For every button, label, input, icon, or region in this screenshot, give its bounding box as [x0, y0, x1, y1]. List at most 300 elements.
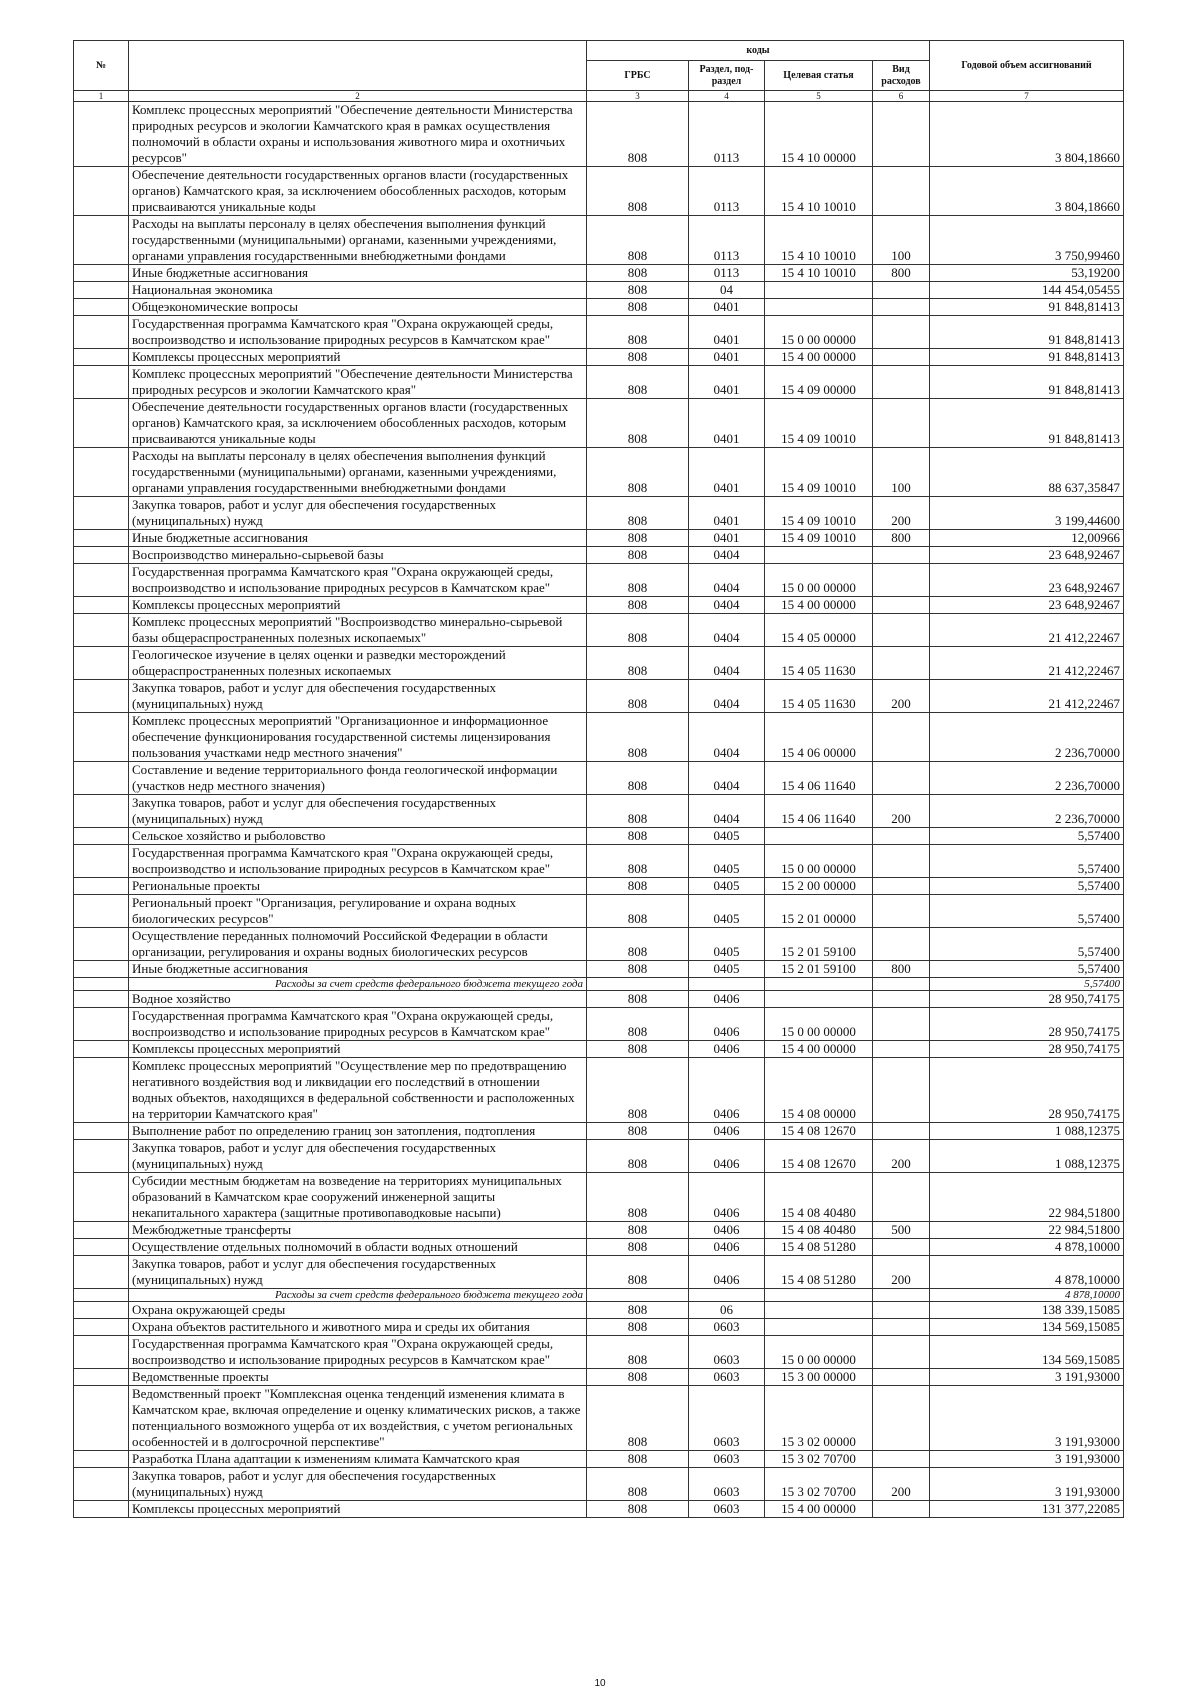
- header-number: №: [74, 41, 129, 91]
- amount-cell: 5,57400: [930, 878, 1124, 895]
- name-cell: Охрана объектов растительного и животного мира и среды их обитания: [129, 1319, 587, 1336]
- num-cell: [74, 316, 129, 349]
- expense-type-cell: [873, 564, 930, 597]
- num-cell: [74, 1289, 129, 1302]
- name-cell: Закупка товаров, работ и услуг для обеспечения государственных (муниципальных) нужд: [129, 1256, 587, 1289]
- grbs-cell: 808: [587, 1058, 689, 1123]
- target-cell: 15 4 09 10010: [765, 448, 873, 497]
- name-cell: Субсидии местным бюджетам на возведение на территориях муниципальных образований в Камчатском крае сооружений инженерной защиты некапитального характера (защитные противопаводковые насыпи): [129, 1173, 587, 1222]
- table-row: [74, 680, 1124, 713]
- table-row: [74, 1256, 1124, 1289]
- target-cell: 15 3 02 00000: [765, 1386, 873, 1451]
- table-row: [74, 878, 1124, 895]
- num-cell: [74, 978, 129, 991]
- num-cell: [74, 1501, 129, 1518]
- target-cell: [765, 299, 873, 316]
- section-cell: 0401: [689, 316, 765, 349]
- num-cell: [74, 265, 129, 282]
- section-cell: 0406: [689, 1058, 765, 1123]
- section-cell: 0603: [689, 1369, 765, 1386]
- amount-cell: 3 804,18660: [930, 102, 1124, 167]
- name-cell: Водное хозяйство: [129, 991, 587, 1008]
- table-row: [74, 102, 1124, 167]
- grbs-cell: 808: [587, 845, 689, 878]
- expense-type-cell: 100: [873, 216, 930, 265]
- num-cell: [74, 928, 129, 961]
- table-row: [74, 1140, 1124, 1173]
- grbs-cell: 808: [587, 448, 689, 497]
- table-header: [74, 41, 1124, 102]
- table-row: [74, 1451, 1124, 1468]
- num-cell: [74, 1123, 129, 1140]
- expense-type-cell: [873, 1501, 930, 1518]
- section-cell: 0401: [689, 349, 765, 366]
- target-cell: 15 0 00 00000: [765, 316, 873, 349]
- name-cell: Иные бюджетные ассигнования: [129, 530, 587, 547]
- expense-type-cell: [873, 1041, 930, 1058]
- target-cell: 15 4 08 51280: [765, 1239, 873, 1256]
- name-cell: Закупка товаров, работ и услуг для обеспечения государственных (муниципальных) нужд: [129, 1468, 587, 1501]
- target-cell: [765, 282, 873, 299]
- target-cell: [765, 1289, 873, 1302]
- grbs-cell: 808: [587, 1319, 689, 1336]
- section-cell: 0603: [689, 1319, 765, 1336]
- grbs-cell: 808: [587, 299, 689, 316]
- target-cell: 15 4 09 10010: [765, 497, 873, 530]
- expense-type-cell: [873, 991, 930, 1008]
- table-row: [74, 448, 1124, 497]
- target-cell: 15 4 00 00000: [765, 349, 873, 366]
- num-cell: [74, 828, 129, 845]
- amount-cell: 144 454,05455: [930, 282, 1124, 299]
- section-cell: 0603: [689, 1501, 765, 1518]
- table-row: [74, 1222, 1124, 1239]
- name-cell: Комплекс процессных мероприятий "Воспроизводство минерально-сырьевой базы общераспространенных полезных ископаемых": [129, 614, 587, 647]
- num-cell: [74, 762, 129, 795]
- amount-cell: 5,57400: [930, 895, 1124, 928]
- grbs-cell: 808: [587, 1123, 689, 1140]
- target-cell: 15 3 02 70700: [765, 1451, 873, 1468]
- expense-type-cell: [873, 1239, 930, 1256]
- num-cell: [74, 713, 129, 762]
- expense-type-cell: [873, 102, 930, 167]
- name-cell: Региональные проекты: [129, 878, 587, 895]
- expense-type-cell: [873, 1386, 930, 1451]
- expense-type-cell: 800: [873, 530, 930, 547]
- expense-type-cell: [873, 845, 930, 878]
- target-cell: 15 0 00 00000: [765, 1008, 873, 1041]
- expense-type-cell: [873, 316, 930, 349]
- amount-cell: 5,57400: [930, 961, 1124, 978]
- amount-cell: 5,57400: [930, 928, 1124, 961]
- expense-type-cell: 800: [873, 961, 930, 978]
- section-cell: 0404: [689, 680, 765, 713]
- table-row: [74, 597, 1124, 614]
- amount-cell: 28 950,74175: [930, 991, 1124, 1008]
- federal-note-row: [74, 1289, 1124, 1302]
- grbs-cell: 808: [587, 928, 689, 961]
- grbs-cell: 808: [587, 1256, 689, 1289]
- grbs-cell: 808: [587, 647, 689, 680]
- amount-cell: 3 191,93000: [930, 1386, 1124, 1451]
- grbs-cell: 808: [587, 1041, 689, 1058]
- table-row: [74, 1468, 1124, 1501]
- section-cell: 0603: [689, 1468, 765, 1501]
- target-cell: [765, 1319, 873, 1336]
- grbs-cell: 808: [587, 564, 689, 597]
- num-cell: [74, 895, 129, 928]
- table-row: [74, 1239, 1124, 1256]
- grbs-cell: 808: [587, 349, 689, 366]
- section-cell: 0404: [689, 795, 765, 828]
- expense-type-cell: [873, 366, 930, 399]
- section-cell: 0406: [689, 1008, 765, 1041]
- name-cell: Комплексы процессных мероприятий: [129, 1501, 587, 1518]
- table-row: [74, 530, 1124, 547]
- name-cell: Государственная программа Камчатского края "Охрана окружающей среды, воспроизводство и использование природных ресурсов в Камчатском крае": [129, 1008, 587, 1041]
- target-cell: 15 4 08 40480: [765, 1173, 873, 1222]
- header-section: Раздел, под-раздел: [689, 61, 765, 91]
- grbs-cell: 808: [587, 1386, 689, 1451]
- federal-note-row: [74, 978, 1124, 991]
- section-cell: 0406: [689, 991, 765, 1008]
- grbs-cell: 808: [587, 1336, 689, 1369]
- amount-cell: 3 199,44600: [930, 497, 1124, 530]
- table-row: [74, 1041, 1124, 1058]
- amount-cell: 1 088,12375: [930, 1140, 1124, 1173]
- col-number: 7: [930, 91, 1124, 102]
- grbs-cell: 808: [587, 961, 689, 978]
- target-cell: 15 4 06 11640: [765, 795, 873, 828]
- name-cell: Межбюджетные трансферты: [129, 1222, 587, 1239]
- expense-type-cell: [873, 399, 930, 448]
- amount-cell: 53,19200: [930, 265, 1124, 282]
- target-cell: 15 4 10 10010: [765, 265, 873, 282]
- section-cell: 0405: [689, 961, 765, 978]
- expense-type-cell: [873, 1058, 930, 1123]
- num-cell: [74, 349, 129, 366]
- num-cell: [74, 299, 129, 316]
- target-cell: 15 4 05 11630: [765, 647, 873, 680]
- table-row: [74, 828, 1124, 845]
- num-cell: [74, 1369, 129, 1386]
- table-row: [74, 961, 1124, 978]
- target-cell: 15 4 08 12670: [765, 1123, 873, 1140]
- section-cell: 0404: [689, 762, 765, 795]
- num-cell: [74, 547, 129, 564]
- amount-cell: 12,00966: [930, 530, 1124, 547]
- num-cell: [74, 795, 129, 828]
- name-cell: Государственная программа Камчатского края "Охрана окружающей среды, воспроизводство и использование природных ресурсов в Камчатском крае": [129, 845, 587, 878]
- amount-cell: 4 878,10000: [930, 1239, 1124, 1256]
- grbs-cell: 808: [587, 1173, 689, 1222]
- amount-cell: 28 950,74175: [930, 1008, 1124, 1041]
- expense-type-cell: [873, 1369, 930, 1386]
- expense-type-cell: [873, 928, 930, 961]
- table-row: [74, 349, 1124, 366]
- table-row: [74, 928, 1124, 961]
- amount-cell: 28 950,74175: [930, 1058, 1124, 1123]
- num-cell: [74, 680, 129, 713]
- grbs-cell: 808: [587, 497, 689, 530]
- table-row: [74, 1058, 1124, 1123]
- target-cell: 15 2 01 59100: [765, 961, 873, 978]
- amount-cell: 2 236,70000: [930, 762, 1124, 795]
- name-cell: Закупка товаров, работ и услуг для обеспечения государственных (муниципальных) нужд: [129, 1140, 587, 1173]
- grbs-cell: 808: [587, 795, 689, 828]
- name-cell: Комплексы процессных мероприятий: [129, 1041, 587, 1058]
- num-cell: [74, 1386, 129, 1451]
- section-cell: [689, 1289, 765, 1302]
- name-cell: Комплекс процессных мероприятий "Осуществление мер по предотвращению негативного воздействия вод и ликвидации его последствий в отношении водных объектов, находящихся в федеральной собственности и расположенных на территории Камчатского края": [129, 1058, 587, 1123]
- amount-cell: 91 848,81413: [930, 316, 1124, 349]
- section-cell: 0404: [689, 547, 765, 564]
- num-cell: [74, 991, 129, 1008]
- amount-cell: 5,57400: [930, 978, 1124, 991]
- name-cell: Закупка товаров, работ и услуг для обеспечения государственных (муниципальных) нужд: [129, 680, 587, 713]
- name-cell: Региональный проект "Организация, регулирование и охрана водных биологических ресурсов": [129, 895, 587, 928]
- name-cell: Ведомственный проект "Комплексная оценка тенденций изменения климата в Камчатском крае, включая определение и оценку климатических рисков, а также потенциального возможного ущерба от их воздействия, с учетом региональных особенностей и в долгосрочной перспективе": [129, 1386, 587, 1451]
- expense-type-cell: 200: [873, 1468, 930, 1501]
- num-cell: [74, 1239, 129, 1256]
- section-cell: 0113: [689, 167, 765, 216]
- section-cell: 0404: [689, 647, 765, 680]
- grbs-cell: 808: [587, 547, 689, 564]
- grbs-cell: [587, 978, 689, 991]
- expense-type-cell: 200: [873, 680, 930, 713]
- grbs-cell: 808: [587, 1140, 689, 1173]
- amount-cell: 23 648,92467: [930, 564, 1124, 597]
- amount-cell: 21 412,22467: [930, 614, 1124, 647]
- target-cell: 15 3 00 00000: [765, 1369, 873, 1386]
- name-cell: Охрана окружающей среды: [129, 1302, 587, 1319]
- grbs-cell: 808: [587, 1222, 689, 1239]
- num-cell: [74, 1451, 129, 1468]
- name-cell: Воспроизводство минерально-сырьевой базы: [129, 547, 587, 564]
- name-cell: Обеспечение деятельности государственных органов власти (государственных органов) Камчатского края, за исключением обособленных расходов, которым присваиваются уникальные коды: [129, 167, 587, 216]
- expense-type-cell: 200: [873, 497, 930, 530]
- expense-type-cell: [873, 597, 930, 614]
- num-cell: [74, 961, 129, 978]
- amount-cell: 21 412,22467: [930, 647, 1124, 680]
- expense-type-cell: [873, 1173, 930, 1222]
- name-cell: Обеспечение деятельности государственных органов власти (государственных органов) Камчатского края, за исключением обособленных расходов, которым присваиваются уникальные коды: [129, 399, 587, 448]
- num-cell: [74, 1008, 129, 1041]
- amount-cell: 138 339,15085: [930, 1302, 1124, 1319]
- target-cell: [765, 978, 873, 991]
- section-cell: 0603: [689, 1386, 765, 1451]
- section-cell: 0406: [689, 1041, 765, 1058]
- section-cell: 0406: [689, 1239, 765, 1256]
- num-cell: [74, 647, 129, 680]
- name-cell: Разработка Плана адаптации к изменениям климата Камчатского края: [129, 1451, 587, 1468]
- table-row: [74, 1319, 1124, 1336]
- grbs-cell: [587, 1289, 689, 1302]
- expense-type-cell: [873, 299, 930, 316]
- num-cell: [74, 282, 129, 299]
- table-row: [74, 1386, 1124, 1451]
- section-cell: 0113: [689, 216, 765, 265]
- amount-cell: 1 088,12375: [930, 1123, 1124, 1140]
- name-cell: Выполнение работ по определению границ зон затопления, подтопления: [129, 1123, 587, 1140]
- table-row: [74, 497, 1124, 530]
- expense-type-cell: 800: [873, 265, 930, 282]
- amount-cell: 134 569,15085: [930, 1336, 1124, 1369]
- section-cell: 0401: [689, 399, 765, 448]
- table-row: [74, 547, 1124, 564]
- header-expense-type: Вид расходов: [873, 61, 930, 91]
- num-cell: [74, 597, 129, 614]
- page-number: 10: [594, 1678, 606, 1689]
- table-row: [74, 216, 1124, 265]
- target-cell: 15 4 08 51280: [765, 1256, 873, 1289]
- table-body: [74, 102, 1124, 1518]
- section-cell: 0404: [689, 564, 765, 597]
- amount-cell: 91 848,81413: [930, 399, 1124, 448]
- num-cell: [74, 1140, 129, 1173]
- expense-type-cell: [873, 1451, 930, 1468]
- section-cell: 0404: [689, 614, 765, 647]
- name-cell: Государственная программа Камчатского края "Охрана окружающей среды, воспроизводство и использование природных ресурсов в Камчатском крае": [129, 1336, 587, 1369]
- section-cell: 0406: [689, 1123, 765, 1140]
- table-row: [74, 647, 1124, 680]
- amount-cell: 22 984,51800: [930, 1222, 1124, 1239]
- section-cell: 0113: [689, 265, 765, 282]
- grbs-cell: 808: [587, 597, 689, 614]
- grbs-cell: 808: [587, 316, 689, 349]
- table-row: [74, 564, 1124, 597]
- target-cell: 15 0 00 00000: [765, 564, 873, 597]
- amount-cell: 134 569,15085: [930, 1319, 1124, 1336]
- grbs-cell: 808: [587, 713, 689, 762]
- target-cell: 15 4 09 00000: [765, 366, 873, 399]
- table-row: [74, 1008, 1124, 1041]
- target-cell: 15 4 08 12670: [765, 1140, 873, 1173]
- target-cell: 15 0 00 00000: [765, 1336, 873, 1369]
- target-cell: 15 0 00 00000: [765, 845, 873, 878]
- section-cell: 0401: [689, 299, 765, 316]
- header-annual-volume: Годовой объем ассигнований: [930, 41, 1124, 91]
- table-row: [74, 316, 1124, 349]
- name-cell: Закупка товаров, работ и услуг для обеспечения государственных (муниципальных) нужд: [129, 795, 587, 828]
- target-cell: 15 4 06 11640: [765, 762, 873, 795]
- name-cell: Осуществление переданных полномочий Российской Федерации в области организации, регулирования и охраны водных биологических ресурсов: [129, 928, 587, 961]
- grbs-cell: 808: [587, 265, 689, 282]
- section-cell: 0406: [689, 1222, 765, 1239]
- col-number: 3: [587, 91, 689, 102]
- target-cell: 15 4 10 00000: [765, 102, 873, 167]
- num-cell: [74, 167, 129, 216]
- expense-type-cell: 200: [873, 795, 930, 828]
- expense-type-cell: [873, 167, 930, 216]
- grbs-cell: 808: [587, 167, 689, 216]
- grbs-cell: 808: [587, 282, 689, 299]
- grbs-cell: 808: [587, 366, 689, 399]
- num-cell: [74, 845, 129, 878]
- amount-cell: 5,57400: [930, 828, 1124, 845]
- grbs-cell: 808: [587, 680, 689, 713]
- table-row: [74, 1173, 1124, 1222]
- amount-cell: 88 637,35847: [930, 448, 1124, 497]
- header-name: [129, 41, 587, 91]
- section-cell: 0401: [689, 366, 765, 399]
- section-cell: 06: [689, 1302, 765, 1319]
- col-number: 1: [74, 91, 129, 102]
- section-cell: 0404: [689, 597, 765, 614]
- grbs-cell: 808: [587, 1468, 689, 1501]
- section-cell: 0405: [689, 895, 765, 928]
- expense-type-cell: 200: [873, 1140, 930, 1173]
- grbs-cell: 808: [587, 530, 689, 547]
- amount-cell: 3 191,93000: [930, 1369, 1124, 1386]
- num-cell: [74, 1173, 129, 1222]
- table-row: [74, 614, 1124, 647]
- name-cell: Национальная экономика: [129, 282, 587, 299]
- target-cell: 15 4 06 00000: [765, 713, 873, 762]
- target-cell: 15 4 09 10010: [765, 530, 873, 547]
- section-cell: 0405: [689, 845, 765, 878]
- grbs-cell: 808: [587, 216, 689, 265]
- table-row: [74, 1501, 1124, 1518]
- target-cell: 15 4 00 00000: [765, 597, 873, 614]
- name-cell: Государственная программа Камчатского края "Охрана окружающей среды, воспроизводство и использование природных ресурсов в Камчатском крае": [129, 564, 587, 597]
- expense-type-cell: [873, 1302, 930, 1319]
- section-cell: 0406: [689, 1173, 765, 1222]
- name-cell: Составление и ведение территориального фонда геологической информации (участков недр местного значения): [129, 762, 587, 795]
- name-cell: Расходы за счет средств федерального бюджета текущего года: [129, 978, 587, 991]
- target-cell: 15 4 08 00000: [765, 1058, 873, 1123]
- expense-type-cell: [873, 713, 930, 762]
- amount-cell: 23 648,92467: [930, 597, 1124, 614]
- num-cell: [74, 1041, 129, 1058]
- name-cell: Комплекс процессных мероприятий "Обеспечение деятельности Министерства природных ресурсов и экологии Камчатского края": [129, 366, 587, 399]
- expense-type-cell: [873, 1008, 930, 1041]
- num-cell: [74, 614, 129, 647]
- num-cell: [74, 1319, 129, 1336]
- target-cell: 15 4 05 11630: [765, 680, 873, 713]
- name-cell: Комплексы процессных мероприятий: [129, 597, 587, 614]
- amount-cell: 22 984,51800: [930, 1173, 1124, 1222]
- grbs-cell: 808: [587, 762, 689, 795]
- amount-cell: 3 191,93000: [930, 1468, 1124, 1501]
- target-cell: 15 4 10 10010: [765, 216, 873, 265]
- amount-cell: 28 950,74175: [930, 1041, 1124, 1058]
- section-cell: 0406: [689, 1256, 765, 1289]
- col-number: 5: [765, 91, 873, 102]
- expense-type-cell: 500: [873, 1222, 930, 1239]
- target-cell: 15 4 08 40480: [765, 1222, 873, 1239]
- num-cell: [74, 366, 129, 399]
- amount-cell: 91 848,81413: [930, 366, 1124, 399]
- table-row: [74, 366, 1124, 399]
- section-cell: 0405: [689, 928, 765, 961]
- target-cell: [765, 547, 873, 564]
- section-cell: 0603: [689, 1336, 765, 1369]
- expense-type-cell: [873, 282, 930, 299]
- expense-type-cell: [873, 1289, 930, 1302]
- expense-type-cell: 200: [873, 1256, 930, 1289]
- table-row: [74, 845, 1124, 878]
- expense-type-cell: [873, 1319, 930, 1336]
- target-cell: [765, 828, 873, 845]
- section-cell: 0404: [689, 713, 765, 762]
- grbs-cell: 808: [587, 1369, 689, 1386]
- header-target-article: Целевая статья: [765, 61, 873, 91]
- amount-cell: 131 377,22085: [930, 1501, 1124, 1518]
- num-cell: [74, 216, 129, 265]
- table-row: [74, 1369, 1124, 1386]
- expense-type-cell: [873, 878, 930, 895]
